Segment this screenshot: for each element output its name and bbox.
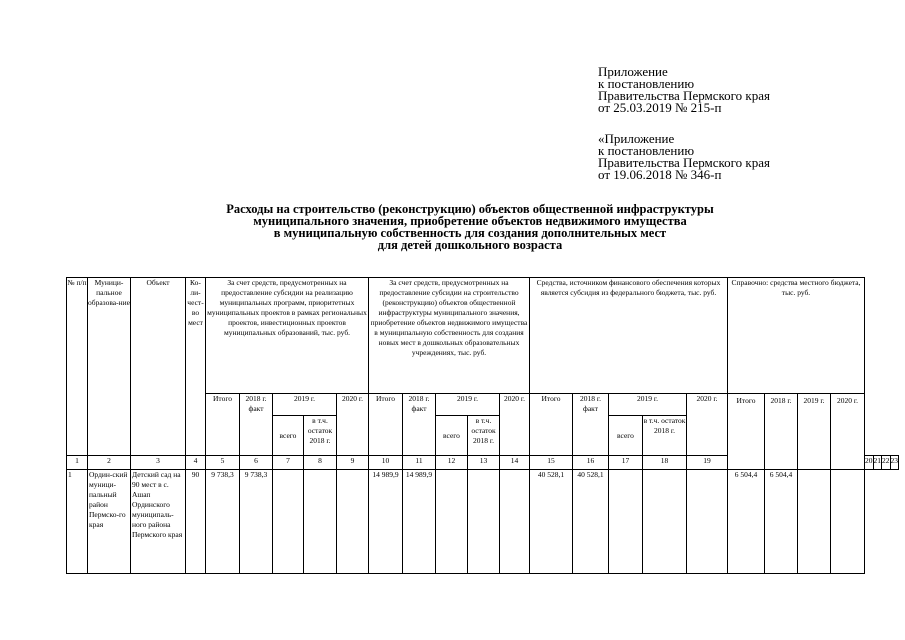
row-b-2020 bbox=[500, 470, 530, 574]
row-d-2018: 6 504,4 bbox=[765, 470, 798, 574]
column-number: 16 bbox=[573, 456, 609, 470]
title-line: для детей дошкольного возраста bbox=[377, 238, 563, 252]
header-2019-all: всего bbox=[436, 416, 468, 456]
column-number: 14 bbox=[500, 456, 530, 470]
row-places: 90 bbox=[186, 470, 206, 574]
row-a-2019-remainder bbox=[304, 470, 337, 574]
header-2019: 2019 г. bbox=[798, 394, 831, 470]
appendix-line: Приложение bbox=[598, 64, 668, 79]
column-number: 8 bbox=[304, 456, 337, 470]
row-c-2019-all bbox=[609, 470, 643, 574]
column-number: 11 bbox=[403, 456, 436, 470]
header-places: Ко-ли-чест-во мест bbox=[186, 278, 206, 456]
document-title bbox=[140, 203, 800, 251]
header-2019-all: всего bbox=[609, 416, 643, 456]
header-2018: 2018 г. bbox=[765, 394, 798, 470]
header-group-federal-budget: Средства, источником финансового обеспечения которых является субсидия из федерального бюджета, тыс. руб. bbox=[530, 278, 728, 394]
header-total: Итого bbox=[728, 394, 765, 470]
column-number: 6 bbox=[240, 456, 273, 470]
column-number: 1 bbox=[67, 456, 88, 470]
appendix-previous bbox=[598, 133, 770, 181]
header-2018-fact: 2018 г. факт bbox=[240, 394, 273, 456]
row-number: 1 bbox=[67, 470, 88, 574]
column-number: 17 bbox=[609, 456, 643, 470]
header-group-local-budget: Справочно: средства местного бюджета, тыс. руб. bbox=[728, 278, 865, 394]
row-b-total: 14 989,9 bbox=[369, 470, 403, 574]
header-total: Итого bbox=[206, 394, 240, 456]
column-number: 7 bbox=[273, 456, 304, 470]
column-number: 4 bbox=[186, 456, 206, 470]
title-line: муниципального значения, приобретение объектов недвижимого имущества bbox=[253, 214, 687, 228]
header-total: Итого bbox=[369, 394, 403, 456]
appendix-line: «Приложение bbox=[598, 131, 675, 146]
row-c-total: 40 528,1 bbox=[530, 470, 573, 574]
row-d-2020 bbox=[831, 470, 865, 574]
row-b-2019-all bbox=[436, 470, 468, 574]
table-row bbox=[67, 470, 899, 574]
appendix-current bbox=[598, 66, 770, 114]
row-b-2018-fact: 14 989,9 bbox=[403, 470, 436, 574]
appendix-line: Правительства Пермского края bbox=[598, 88, 770, 103]
column-number: 19 bbox=[687, 456, 728, 470]
header-municipality: Муници-пальное образова-ние bbox=[88, 278, 131, 456]
header-group-infrastructure-subsidy: За счет средств, предусмотренных на предоставление субсидии на строительство (реконструкцию) объектов общественной инфраструктуры муниципального значения, приобретение объектов недвижимого имущества в муниципальную собственность для создания новых мест в дошкольных образовательных учреждениях, тыс. руб. bbox=[369, 278, 530, 394]
column-number: 13 bbox=[468, 456, 500, 470]
header-2019: 2019 г. bbox=[609, 394, 687, 416]
title-line: в муниципальную собственность для создания дополнительных мест bbox=[273, 226, 667, 240]
header-2020: 2020 г. bbox=[500, 394, 530, 456]
column-number: 21 bbox=[873, 456, 882, 470]
header-2019-remainder: в т.ч. остаток 2018 г. bbox=[304, 416, 337, 456]
header-2020: 2020 г. bbox=[337, 394, 369, 456]
title-line: Расходы на строительство (реконструкцию) объектов общественной инфраструктуры bbox=[226, 202, 714, 216]
column-number: 2 bbox=[88, 456, 131, 470]
header-no: № п/п bbox=[67, 278, 88, 456]
row-c-2020 bbox=[687, 470, 728, 574]
expenses-table bbox=[66, 277, 899, 574]
header-2019-all: всего bbox=[273, 416, 304, 456]
column-number: 23 bbox=[890, 456, 899, 470]
row-a-2020 bbox=[337, 470, 369, 574]
row-c-2019-remainder bbox=[643, 470, 687, 574]
row-b-2019-remainder bbox=[468, 470, 500, 574]
header-2019: 2019 г. bbox=[436, 394, 500, 416]
header-2020: 2020 г. bbox=[687, 394, 728, 456]
header-2018-fact: 2018 г. факт bbox=[573, 394, 609, 456]
column-number: 22 bbox=[882, 456, 891, 470]
column-number: 10 bbox=[369, 456, 403, 470]
header-object: Объект bbox=[131, 278, 186, 456]
appendix-line: Правительства Пермского края bbox=[598, 155, 770, 170]
appendix-line: к постановлению bbox=[598, 76, 695, 91]
header-2018-fact: 2018 г. факт bbox=[403, 394, 436, 456]
column-number: 20 bbox=[865, 456, 874, 470]
row-a-2018-fact: 9 738,3 bbox=[240, 470, 273, 574]
header-2019-remainder: в т.ч. остаток 2018 г. bbox=[468, 416, 500, 456]
header-2019: 2019 г. bbox=[273, 394, 337, 416]
header-2020: 2020 г. bbox=[831, 394, 865, 470]
column-number: 3 bbox=[131, 456, 186, 470]
column-number: 18 bbox=[643, 456, 687, 470]
row-d-2019 bbox=[798, 470, 831, 574]
row-object: Детский сад на 90 мест в с. Ашап Ординского муниципаль-ного района Пермского края bbox=[131, 470, 186, 574]
row-a-2019-all bbox=[273, 470, 304, 574]
column-number: 12 bbox=[436, 456, 468, 470]
header-group-municipal-programs: За счет средств, предусмотренных на предоставление субсидии на реализацию муниципальных программ, приоритетных муниципальных проектов в рамках региональных проектов, инвестиционных проектов муниципальных образований, тыс. руб. bbox=[206, 278, 369, 394]
row-c-2018-fact: 40 528,1 bbox=[573, 470, 609, 574]
column-number: 5 bbox=[206, 456, 240, 470]
column-number: 15 bbox=[530, 456, 573, 470]
row-d-total: 6 504,4 bbox=[728, 470, 765, 574]
header-2019-remainder: в т.ч. остаток 2018 г. bbox=[643, 416, 687, 456]
column-number: 9 bbox=[337, 456, 369, 470]
appendix-line: от 19.06.2018 № 346-п bbox=[598, 167, 722, 182]
header-total: Итого bbox=[530, 394, 573, 456]
appendix-line: от 25.03.2019 № 215-п bbox=[598, 100, 722, 115]
row-a-total: 9 738,3 bbox=[206, 470, 240, 574]
appendix-line: к постановлению bbox=[598, 143, 695, 158]
row-municipality: Ордин-ский муници-пальный район Пермско-го края bbox=[88, 470, 131, 574]
